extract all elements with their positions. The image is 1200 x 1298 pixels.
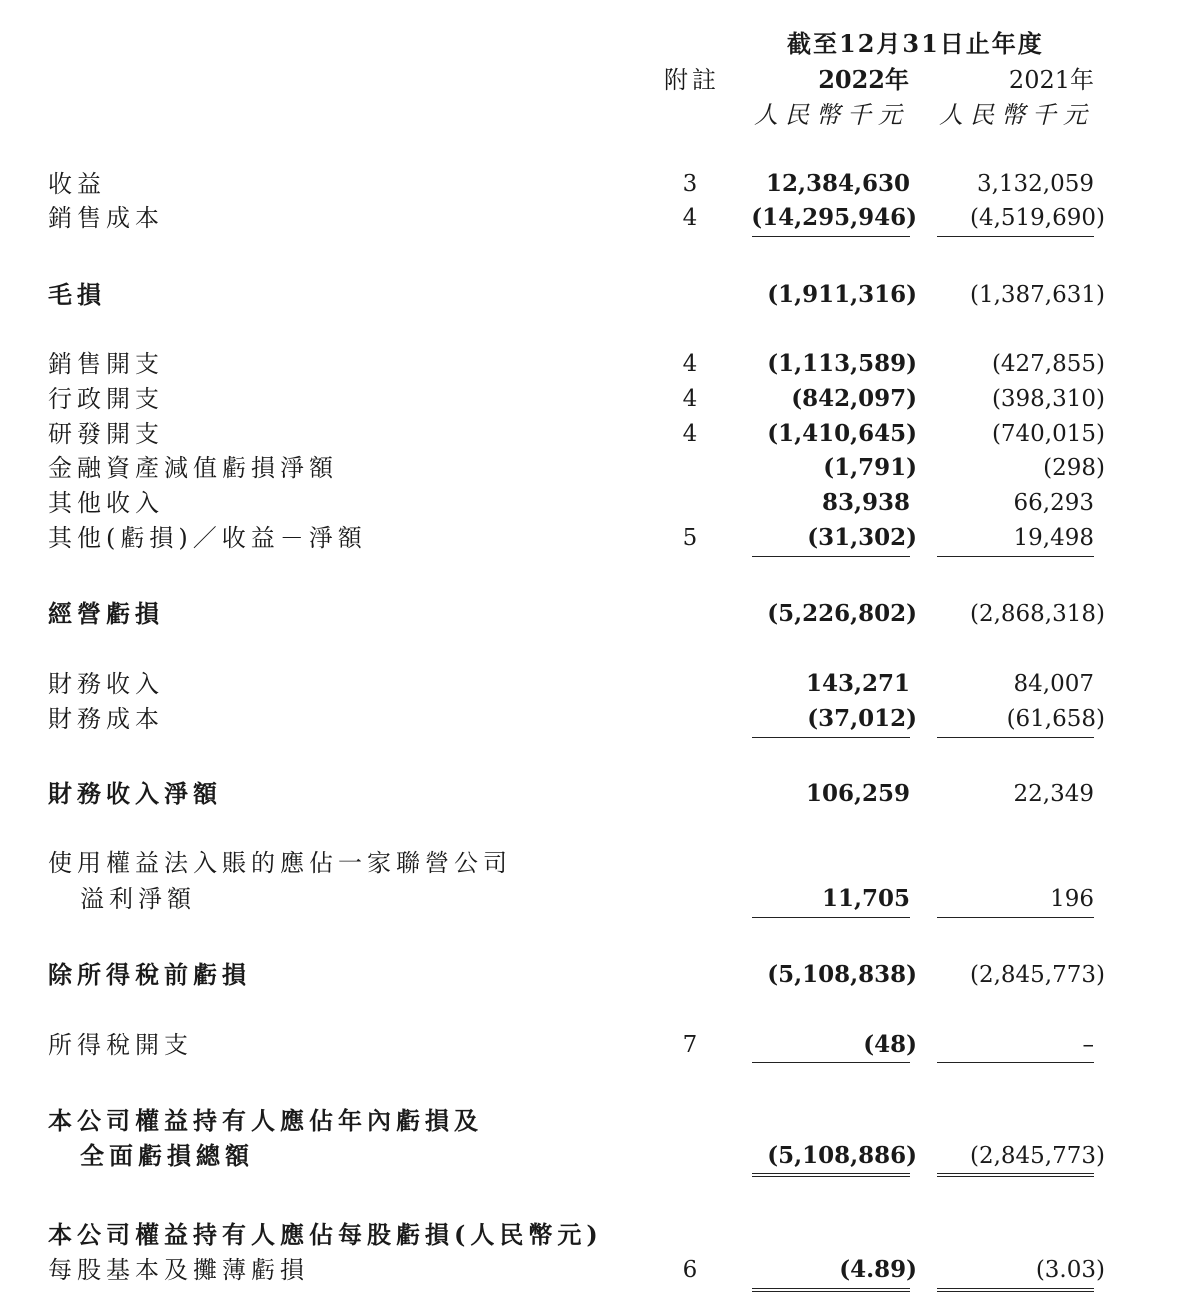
value-2021: 3,132,059 bbox=[976, 171, 1094, 197]
value-2021: (1,387,631) bbox=[969, 282, 1105, 308]
total-double-rule bbox=[752, 1288, 910, 1292]
value-2021: – bbox=[1082, 1032, 1094, 1058]
value-2021: (61,658) bbox=[1006, 706, 1105, 732]
subtotal-rule bbox=[937, 1062, 1094, 1063]
row-label: 銷售成本 bbox=[48, 204, 164, 232]
year-2021-heading: 2021年 bbox=[1008, 66, 1094, 94]
row-label: 經營虧損 bbox=[48, 599, 164, 628]
value-2022: (1,791) bbox=[823, 454, 917, 481]
row-label: 收益 bbox=[48, 170, 106, 198]
value-2021: (398,310) bbox=[991, 386, 1105, 412]
subtotal-rule bbox=[752, 236, 910, 237]
value-2021: 19,498 bbox=[1013, 525, 1094, 551]
row-label: 財務成本 bbox=[48, 705, 164, 733]
value-2022: (31,302) bbox=[807, 524, 917, 551]
value-2022: 83,938 bbox=[821, 489, 910, 516]
row-note: 4 bbox=[682, 386, 698, 412]
total-double-rule bbox=[752, 1173, 910, 1177]
row-label: 全面虧損總額 bbox=[80, 1141, 254, 1170]
value-2022: (5,108,838) bbox=[767, 961, 917, 988]
row-note: 4 bbox=[682, 421, 698, 447]
total-double-rule bbox=[937, 1173, 1094, 1177]
row-note: 5 bbox=[682, 525, 698, 551]
value-2021: (2,845,773) bbox=[969, 962, 1105, 988]
value-2022: 106,259 bbox=[805, 780, 910, 807]
value-2021: 66,293 bbox=[1013, 490, 1094, 516]
subtotal-rule bbox=[752, 1062, 910, 1063]
subtotal-rule bbox=[937, 556, 1094, 557]
value-2022: (1,911,316) bbox=[767, 281, 917, 308]
note-column-heading: 附註 bbox=[664, 66, 720, 94]
subtotal-rule bbox=[937, 917, 1094, 918]
row-label: 其他(虧損)／收益－淨額 bbox=[48, 524, 367, 552]
row-label: 本公司權益持有人應佔年內虧損及 bbox=[48, 1106, 483, 1135]
row-label: 除所得稅前虧損 bbox=[48, 960, 251, 989]
value-2022: (842,097) bbox=[791, 385, 917, 412]
value-2022: 12,384,630 bbox=[765, 170, 910, 197]
row-label: 財務收入 bbox=[48, 670, 164, 698]
row-label: 溢利淨額 bbox=[80, 885, 196, 913]
value-2022: (4.89) bbox=[839, 1256, 917, 1283]
total-double-rule bbox=[937, 1288, 1094, 1292]
row-label: 使用權益法入賬的應佔一家聯營公司 bbox=[48, 849, 512, 877]
value-2022: (1,410,645) bbox=[767, 420, 917, 447]
row-label: 行政開支 bbox=[48, 385, 164, 413]
value-2021: (427,855) bbox=[991, 351, 1105, 377]
value-2022: (48) bbox=[863, 1031, 917, 1058]
row-note: 6 bbox=[682, 1257, 698, 1283]
value-2022: (1,113,589) bbox=[767, 350, 917, 377]
row-label: 金融資產減值虧損淨額 bbox=[48, 454, 338, 482]
row-note: 3 bbox=[682, 171, 698, 197]
period-heading: 截至12月31日止年度 bbox=[787, 29, 1044, 58]
row-note: 7 bbox=[682, 1032, 698, 1058]
value-2021: (4,519,690) bbox=[969, 205, 1105, 231]
value-2022: 143,271 bbox=[805, 670, 910, 697]
row-label: 毛損 bbox=[48, 280, 106, 309]
value-2021: 196 bbox=[1050, 886, 1094, 912]
year-2022-heading: 2022年 bbox=[818, 65, 909, 94]
value-2022: (5,226,802) bbox=[767, 600, 917, 627]
row-note: 4 bbox=[682, 205, 698, 231]
subtotal-rule bbox=[937, 236, 1094, 237]
row-label: 銷售開支 bbox=[48, 350, 164, 378]
value-2022: 11,705 bbox=[821, 885, 910, 912]
row-label: 每股基本及攤薄虧損 bbox=[48, 1256, 309, 1284]
row-note: 4 bbox=[682, 351, 698, 377]
subtotal-rule bbox=[752, 556, 910, 557]
unit-2022-heading: 人民幣千元 bbox=[754, 101, 909, 129]
value-2021: (298) bbox=[1043, 455, 1105, 481]
unit-2021-heading: 人民幣千元 bbox=[939, 101, 1094, 129]
value-2021: (3.03) bbox=[1035, 1257, 1105, 1283]
row-label: 研發開支 bbox=[48, 420, 164, 448]
value-2021: 84,007 bbox=[1013, 671, 1094, 697]
row-label: 其他收入 bbox=[48, 489, 164, 517]
row-label: 所得稅開支 bbox=[48, 1031, 193, 1059]
value-2022: (14,295,946) bbox=[751, 204, 917, 231]
row-label: 本公司權益持有人應佔每股虧損(人民幣元) bbox=[48, 1220, 603, 1249]
row-label: 財務收入淨額 bbox=[48, 779, 222, 808]
value-2021: (740,015) bbox=[991, 421, 1105, 447]
value-2021: 22,349 bbox=[1013, 781, 1094, 807]
value-2021: (2,868,318) bbox=[969, 601, 1105, 627]
value-2021: (2,845,773) bbox=[969, 1143, 1105, 1169]
subtotal-rule bbox=[752, 917, 910, 918]
value-2022: (37,012) bbox=[807, 705, 917, 732]
value-2022: (5,108,886) bbox=[767, 1142, 917, 1169]
subtotal-rule bbox=[752, 737, 910, 738]
subtotal-rule bbox=[937, 737, 1094, 738]
